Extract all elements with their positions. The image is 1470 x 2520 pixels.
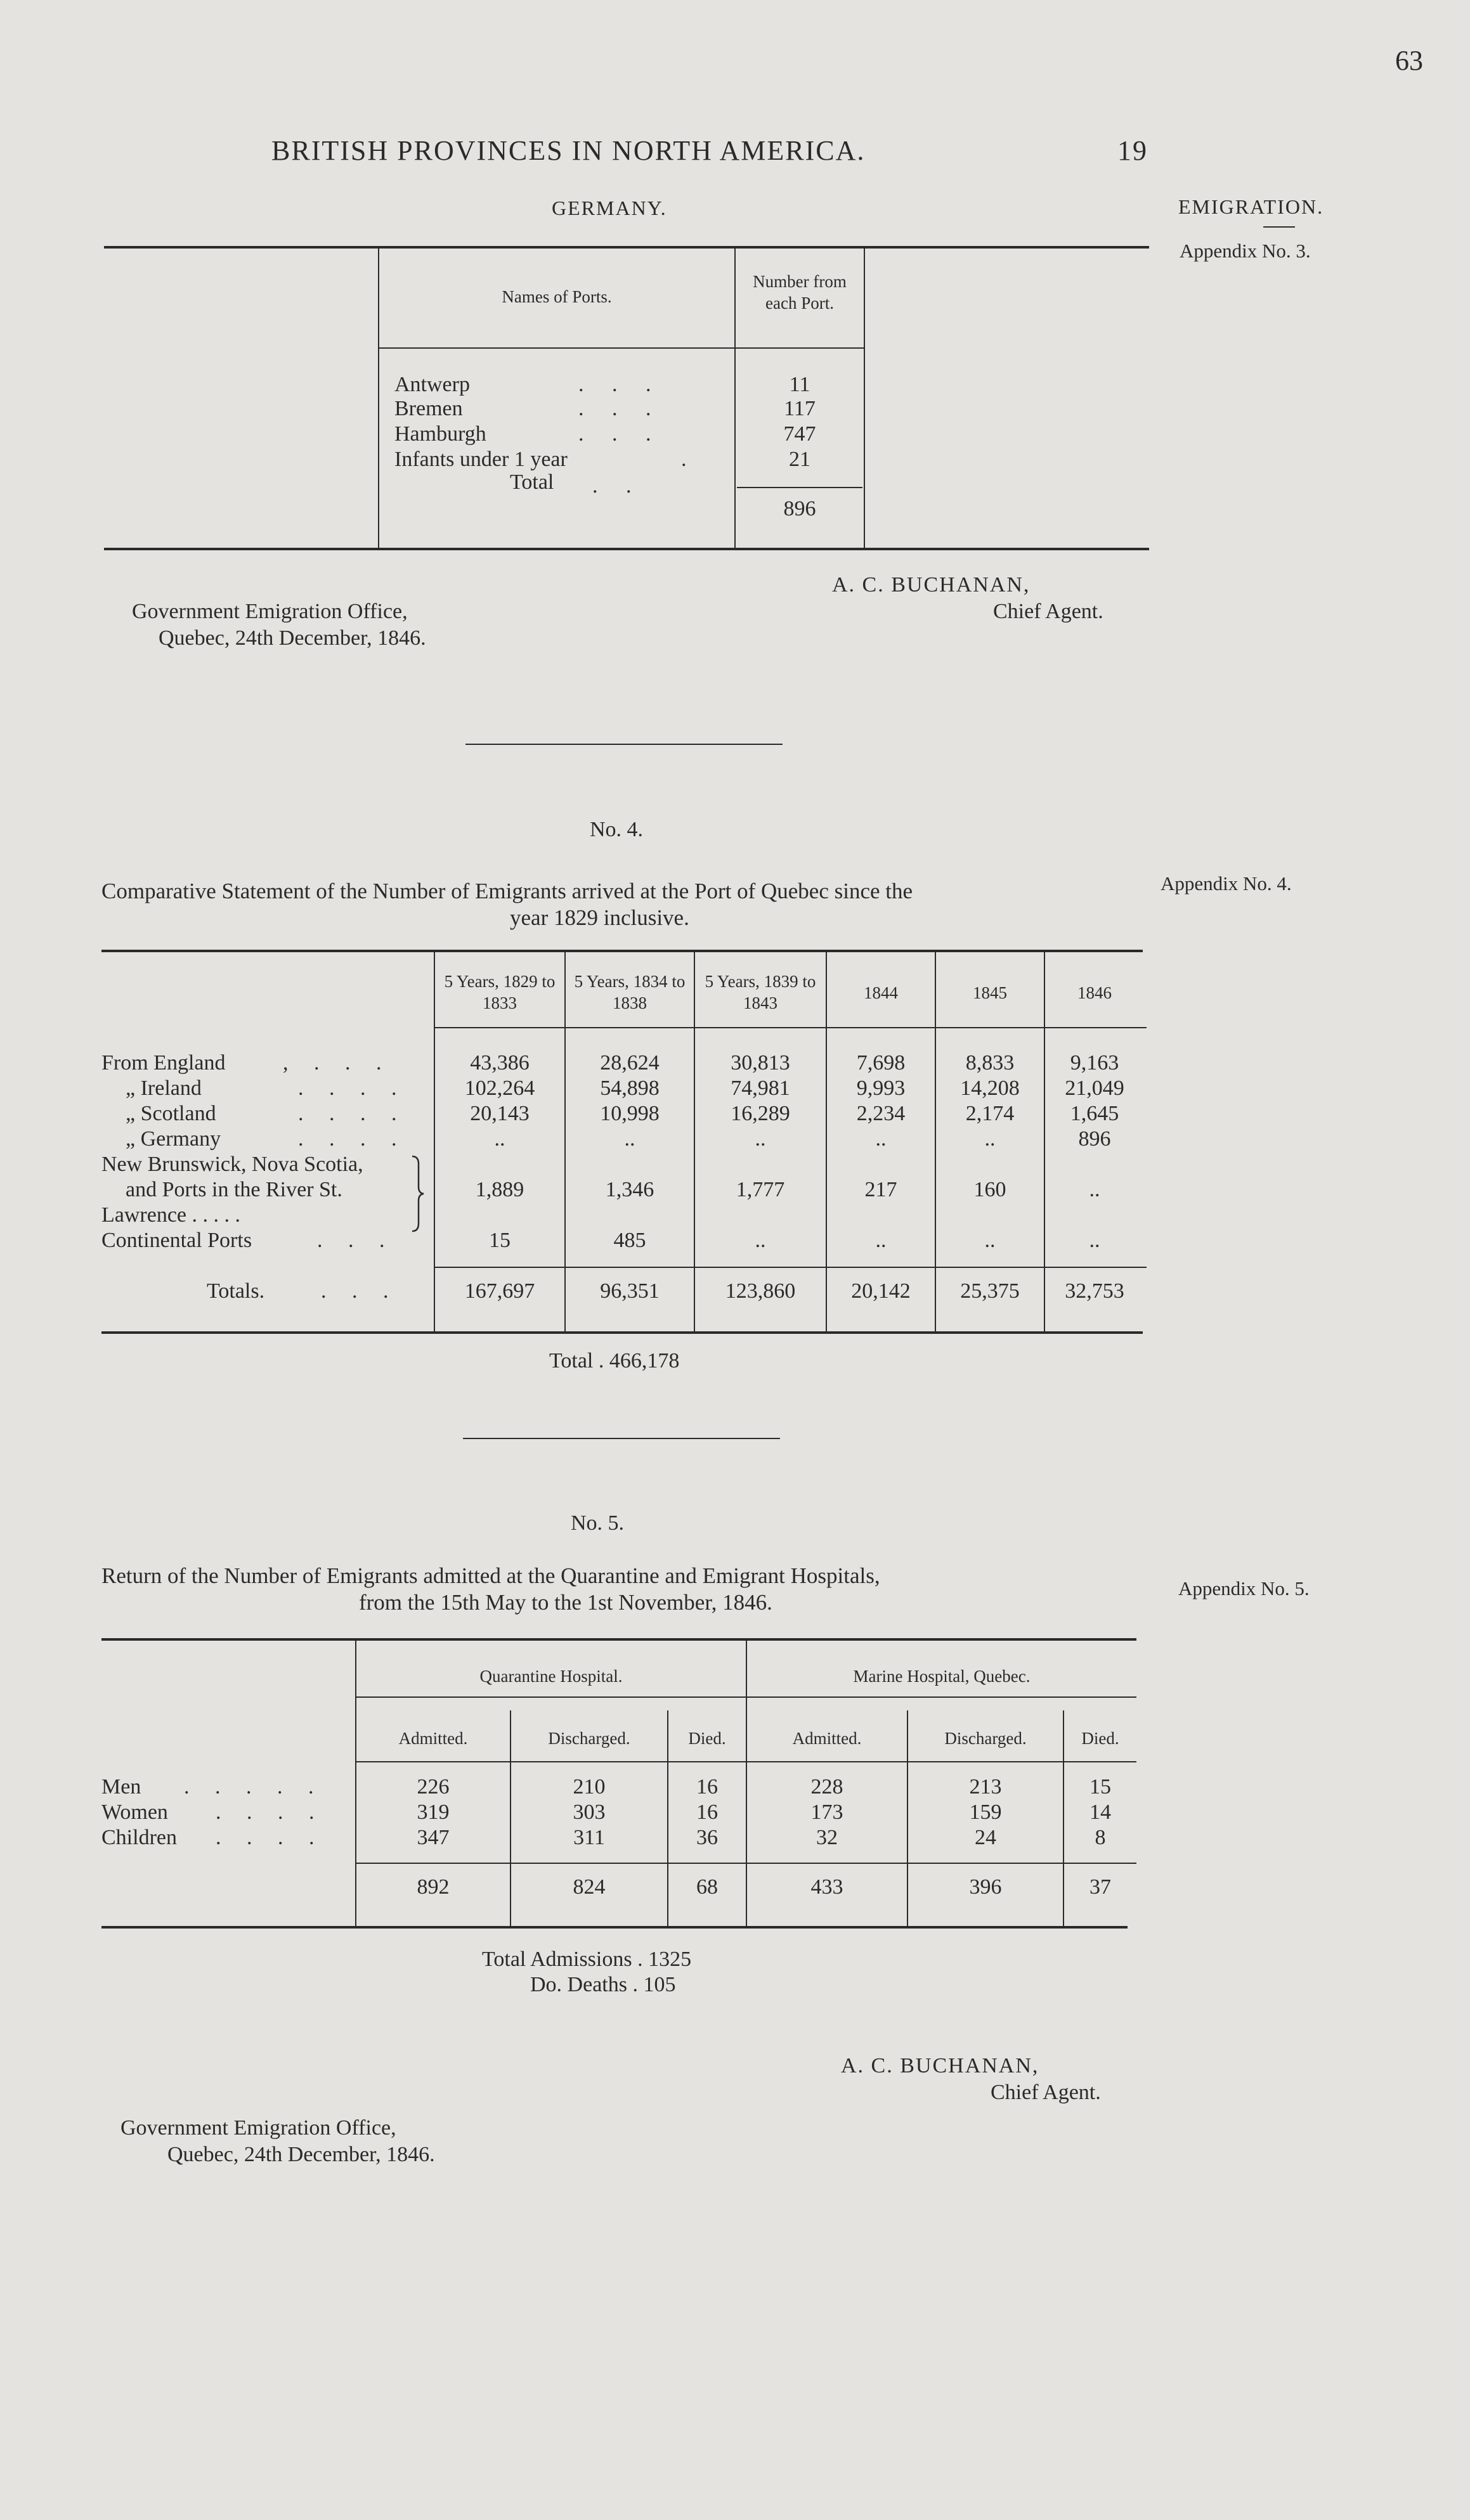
no4-col-header: 1844: [864, 983, 898, 1002]
no4-col-header: 5 Years, 1829 to 1833: [444, 972, 556, 1012]
no4-row-label-line: Lawrence . . . . .: [101, 1203, 241, 1227]
germany-row-number: 11: [789, 373, 810, 396]
no4-grand-total: Total . 466,178: [549, 1349, 680, 1373]
no5-col-header: Died.: [1081, 1729, 1119, 1748]
no5-cell: 24: [975, 1826, 996, 1849]
signature-place-date: Quebec, 24th December, 1846.: [167, 2143, 435, 2166]
no4-cell: 1,777: [736, 1178, 785, 1201]
no5-cell: 173: [810, 1800, 843, 1824]
no4-cell: 30,813: [731, 1051, 790, 1075]
no4-title-line2: year 1829 inclusive.: [510, 905, 689, 930]
no5-deaths: Do. Deaths . 105: [530, 1973, 676, 1996]
no4-cell: 160: [973, 1178, 1006, 1201]
no5-total-cell: 37: [1089, 1875, 1111, 1899]
signature-name: A. C. BUCHANAN,: [832, 573, 1031, 597]
germany-total-label: Total: [510, 470, 554, 494]
margin-appendix-3: Appendix No. 3.: [1180, 240, 1311, 262]
margin-section-emigration: EMIGRATION.: [1178, 195, 1324, 218]
no4-cell: 9,163: [1070, 1051, 1119, 1075]
no4-heading: No. 4.: [590, 818, 644, 841]
signature-title: Chief Agent.: [993, 600, 1103, 623]
signature-office: Government Emigration Office,: [132, 600, 408, 623]
no4-total-cell: 123,860: [725, 1279, 796, 1303]
no4-cell: 10,998: [600, 1102, 660, 1125]
signature-place-date: Quebec, 24th December, 1846.: [159, 626, 426, 650]
no5-total-cell: 396: [969, 1875, 1002, 1899]
no5-cell: 32: [816, 1826, 838, 1849]
signature-office: Government Emigration Office,: [120, 2116, 396, 2140]
no5-row-label: Women: [101, 1800, 168, 1824]
no5-total-cell: 433: [810, 1875, 843, 1899]
no5-group-marine: Marine Hospital, Quebec.: [853, 1667, 1031, 1686]
no4-cell: ..: [624, 1127, 635, 1151]
no5-cell: 226: [417, 1775, 450, 1799]
no4-cell: ..: [984, 1229, 996, 1252]
no5-cell: 159: [969, 1800, 1002, 1824]
germany-row-number: 747: [783, 422, 816, 446]
no4-cell: 2,174: [965, 1102, 1015, 1125]
no4-cell: 485: [613, 1229, 646, 1252]
no4-cell: ..: [875, 1127, 887, 1151]
no4-cell: 1,645: [1070, 1102, 1119, 1125]
no5-cell: 16: [696, 1800, 718, 1824]
no4-row-label: „ Germany: [126, 1127, 221, 1151]
germany-row-port: Antwerp: [394, 373, 470, 396]
no4-row-label: New Brunswick, Nova Scotia,: [101, 1153, 363, 1176]
no4-cell: 20,143: [470, 1102, 530, 1125]
no4-cell: ..: [494, 1127, 505, 1151]
no5-cell: 213: [969, 1775, 1002, 1799]
no5-total-cell: 824: [573, 1875, 606, 1899]
germany-row-number: 117: [784, 397, 816, 420]
no4-cell: ..: [755, 1127, 766, 1151]
no4-cell: 14,208: [960, 1076, 1020, 1100]
germany-total: 896: [783, 497, 816, 520]
no4-cell: 896: [1078, 1127, 1111, 1151]
no4-cell: 74,981: [731, 1076, 790, 1100]
no4-row-label: „ Scotland: [126, 1102, 216, 1125]
no4-cell: ..: [875, 1229, 887, 1252]
no5-title-line2: from the 15th May to the 1st November, 1846.: [359, 1590, 772, 1615]
no5-heading: No. 5.: [571, 1511, 625, 1535]
running-header-title: BRITISH PROVINCES IN NORTH AMERICA.: [271, 135, 866, 166]
no4-cell: 16,289: [731, 1102, 790, 1125]
margin-appendix-4: Appendix No. 4.: [1161, 872, 1292, 895]
signature-name: A. C. BUCHANAN,: [841, 2054, 1039, 2077]
no5-cell: 228: [810, 1775, 843, 1799]
no5-col-header: Admitted.: [792, 1729, 862, 1748]
no4-cell: ..: [1089, 1229, 1100, 1252]
germany-heading: GERMANY.: [552, 197, 667, 219]
no4-total-cell: 167,697: [464, 1279, 535, 1303]
no4-row-label: „ Ireland: [126, 1076, 202, 1100]
no5-cell: 319: [417, 1800, 450, 1824]
no4-cell: 54,898: [600, 1076, 660, 1100]
signature-title: Chief Agent.: [991, 2081, 1101, 2104]
no5-col-header: Died.: [688, 1729, 726, 1748]
no5-cell: 16: [696, 1775, 718, 1799]
germany-row-number: 21: [789, 448, 810, 471]
no5-cell: 311: [573, 1826, 605, 1849]
margin-appendix-5: Appendix No. 5.: [1178, 1577, 1310, 1599]
no4-total-cell: 32,753: [1065, 1279, 1124, 1303]
germany-row-port: Infants under 1 year: [394, 448, 568, 471]
no5-total-cell: 892: [417, 1875, 450, 1899]
no4-cell: ..: [984, 1127, 996, 1151]
no4-row-label: Continental Ports: [101, 1229, 252, 1252]
no4-cell: ..: [755, 1229, 766, 1252]
germany-row-port: Bremen: [394, 397, 463, 420]
no4-cell: 102,264: [464, 1076, 535, 1100]
no4-row-label: From England: [101, 1051, 226, 1075]
no5-cell: 15: [1089, 1775, 1111, 1799]
no5-total-admissions: Total Admissions . 1325: [482, 1948, 692, 1971]
no4-total-cell: 25,375: [960, 1279, 1020, 1303]
no4-cell: 43,386: [470, 1051, 530, 1075]
germany-col-ports: Names of Ports.: [502, 287, 612, 306]
no4-cell: 217: [864, 1178, 897, 1201]
no4-cell: 8,833: [965, 1051, 1015, 1075]
no4-title: Comparative Statement of the Number of Emigrants arrived at the Port of Quebec since the: [101, 879, 913, 903]
no4-cell: ..: [1089, 1178, 1100, 1201]
no4-cell: 21,049: [1065, 1076, 1124, 1100]
no5-group-quarantine: Quarantine Hospital.: [479, 1667, 623, 1686]
no4-cell: 28,624: [600, 1051, 660, 1075]
no5-cell: 36: [696, 1826, 718, 1849]
no5-col-header: Discharged.: [548, 1729, 630, 1748]
no5-title: Return of the Number of Emigrants admitted at the Quarantine and Emigrant Hospitals,: [101, 1563, 880, 1588]
no5-col-header: Admitted.: [398, 1729, 468, 1748]
brace-icon: [411, 1155, 425, 1232]
no5-row-label: Men: [101, 1775, 141, 1799]
no4-totals-label: Totals.: [207, 1279, 265, 1303]
no5-row-label: Children: [101, 1826, 177, 1849]
no5-cell: 14: [1089, 1800, 1111, 1824]
no4-cell: 1,889: [475, 1178, 524, 1201]
no4-col-header: 1846: [1077, 983, 1112, 1002]
no4-cell: 2,234: [856, 1102, 906, 1125]
no4-col-header: 5 Years, 1834 to 1838: [574, 972, 686, 1012]
no4-col-header: 5 Years, 1839 to 1843: [705, 972, 816, 1012]
no4-cell: 7,698: [856, 1051, 906, 1075]
no5-cell: 347: [417, 1826, 450, 1849]
germany-row-port: Hamburgh: [394, 422, 486, 446]
no5-cell: 8: [1095, 1826, 1106, 1849]
no4-total-cell: 20,142: [851, 1279, 911, 1303]
no5-col-header: Discharged.: [944, 1729, 1027, 1748]
no4-row-label-line: and Ports in the River St.: [126, 1178, 342, 1201]
no4-cell: 9,993: [856, 1076, 906, 1100]
no4-col-header: 1845: [973, 983, 1007, 1002]
page-number: 63: [1395, 45, 1423, 76]
germany-col-number: Number from each Port.: [753, 272, 847, 313]
no4-cell: 1,346: [605, 1178, 654, 1201]
no4-cell: 15: [489, 1229, 511, 1252]
no5-total-cell: 68: [696, 1875, 718, 1899]
no4-total-cell: 96,351: [600, 1279, 660, 1303]
no5-cell: 303: [573, 1800, 606, 1824]
no5-cell: 210: [573, 1775, 606, 1799]
running-header-page: 19: [1117, 135, 1148, 166]
